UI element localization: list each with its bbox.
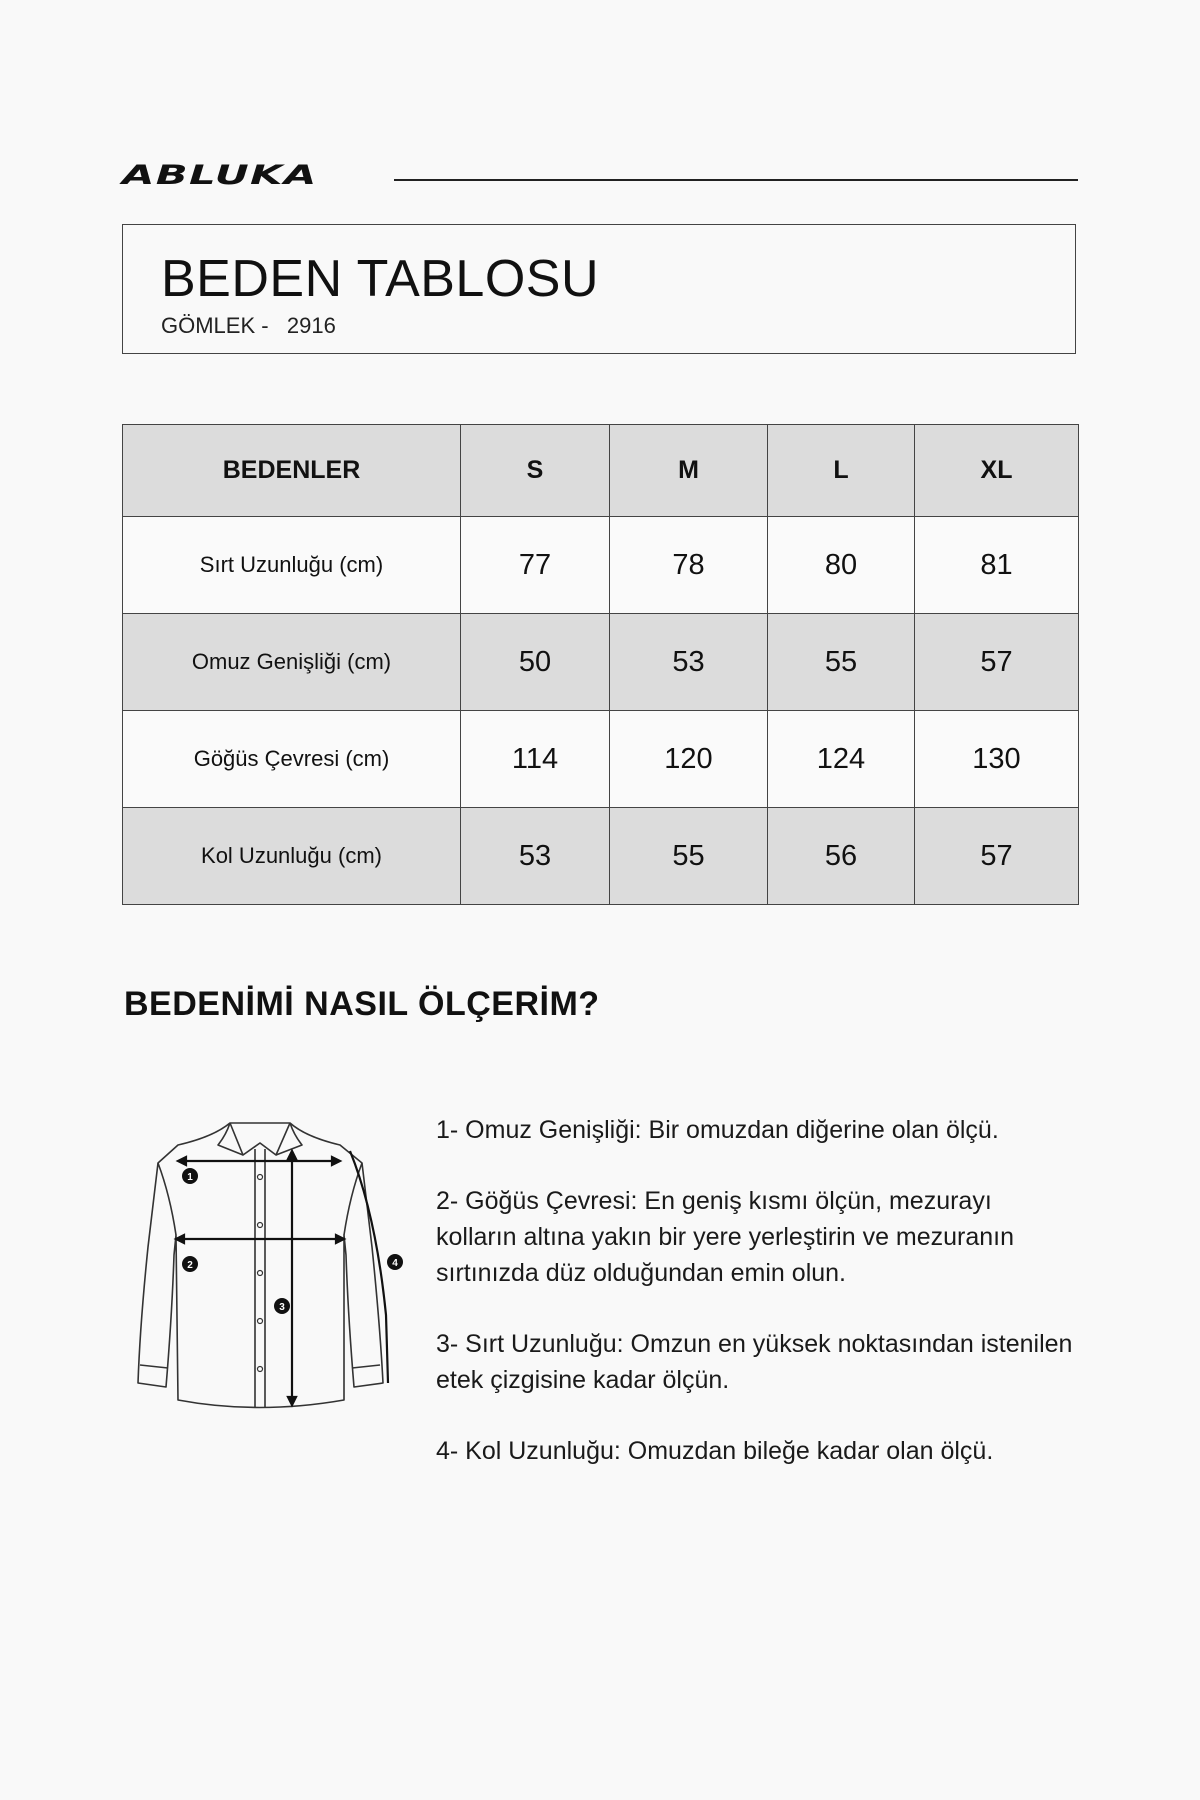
page-title: BEDEN TABLOSU [161,250,600,308]
table-header-row [123,425,1079,517]
brand-header [122,160,1078,200]
header-cell-m: M [610,425,768,517]
header-cell-xl: XL [915,425,1079,517]
table-cell: 50 [461,614,610,711]
marker-2: 2 [187,1260,193,1271]
table-cell: 124 [768,711,915,808]
table-cell: 77 [461,517,610,614]
title-box [122,224,1076,354]
table-row [123,517,1079,614]
table-row [123,614,1079,711]
table-cell: 130 [915,711,1079,808]
table-cell: 81 [915,517,1079,614]
table-cell: 57 [915,808,1079,905]
header-divider [394,179,1078,181]
measurement-instructions [436,1112,1076,1504]
row-label: Omuz Genişliği (cm) [123,614,461,711]
howto-heading: BEDENİMİ NASIL ÖLÇERİM? [124,985,600,1023]
marker-3: 3 [279,1302,285,1313]
product-subtitle: GÖMLEK - 2916 [161,313,336,338]
table-cell: 78 [610,517,768,614]
row-label: Sırt Uzunluğu (cm) [123,517,461,614]
marker-4: 4 [392,1258,398,1269]
table-row [123,711,1079,808]
row-label: Göğüs Çevresi (cm) [123,711,461,808]
table-cell: 55 [768,614,915,711]
header-cell-l: L [768,425,915,517]
table-cell: 55 [610,808,768,905]
shirt-buttons [258,1175,263,1372]
table-cell: 80 [768,517,915,614]
instruction-chest: 2- Göğüs Çevresi: En geniş kısmı ölçün, mezurayı kolların altına yakın bir yere yerleştirin ve mezuranın sırtınızda düz olduğundan emin olun. [436,1187,1015,1287]
table-cell: 57 [915,614,1079,711]
table-cell: 120 [610,711,768,808]
shirt-measurement-illustration [118,1115,418,1455]
instruction-back-length: 3- Sırt Uzunluğu: Omzun en yüksek noktasından istenilen etek çizgisine kadar ölçün. [436,1330,1073,1394]
instruction-sleeve: 4- Kol Uzunluğu: Omuzdan bileğe kadar olan ölçü. [436,1437,994,1465]
shirt-outline [138,1123,383,1408]
header-cell-s: S [461,425,610,517]
table-cell: 53 [610,614,768,711]
row-label: Kol Uzunluğu (cm) [123,808,461,905]
table-cell: 53 [461,808,610,905]
header-cell-sizes: BEDENLER [123,425,461,517]
table-row [123,808,1079,905]
size-table [122,424,1079,905]
brand-logo: ABLUKA [122,160,318,191]
table-cell: 56 [768,808,915,905]
table-cell: 114 [461,711,610,808]
marker-1: 1 [187,1172,193,1183]
instruction-shoulder: 1- Omuz Genişliği: Bir omuzdan diğerine olan ölçü. [436,1116,999,1144]
